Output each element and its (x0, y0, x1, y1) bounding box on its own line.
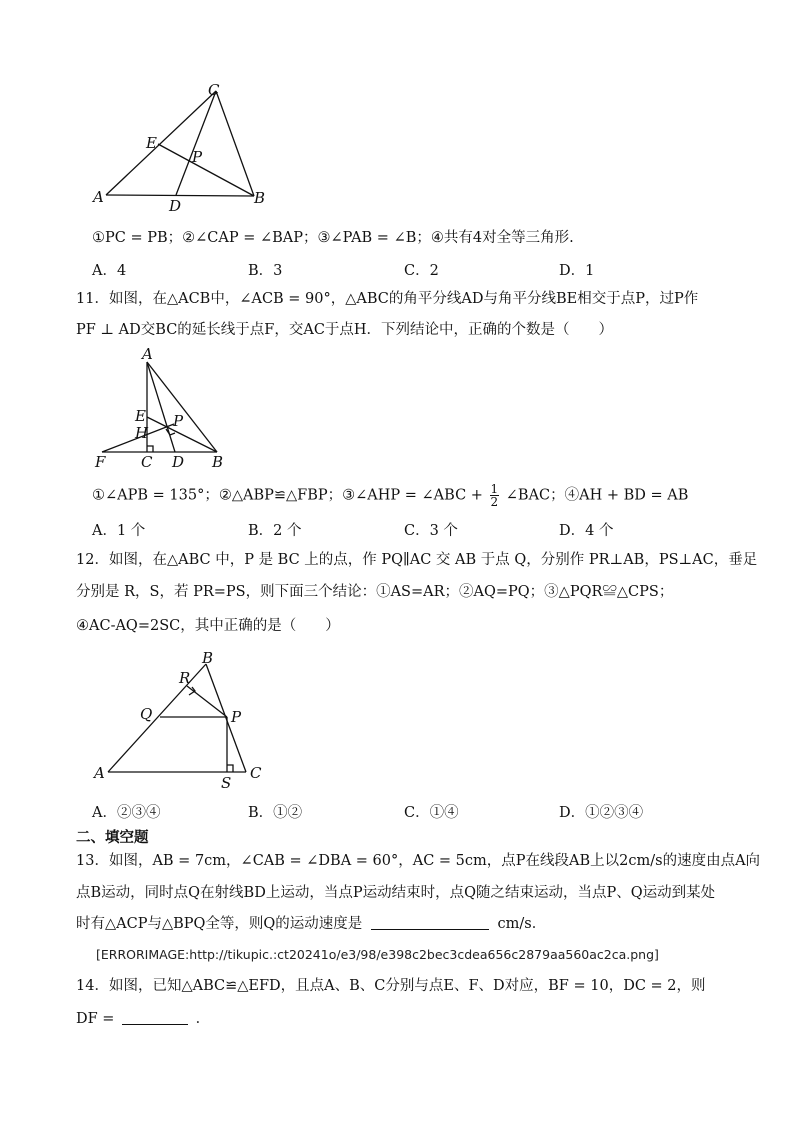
q12-option-b: B．①② (248, 805, 303, 821)
label-E: E (135, 407, 146, 425)
q13-line3-a: 时有△ACP与△BPQ全等，则Q的运动速度是 (76, 916, 363, 932)
fraction-denominator: 2 (490, 495, 499, 509)
q12-line1: 12．如图，在△ABC 中，P 是 BC 上的点，作 PQ∥AC 交 AB 于点 Q，分别作 PR⊥AB，PS⊥AC，垂足 (76, 552, 758, 568)
q14-line1: 14．如图，已知△ABC≌△EFD，且点A、B、C分别与点E、F、D对应，BF = 10，DC = 2，则 (76, 978, 706, 994)
q11-line2: PF ⊥ AD交BC的延长线于点F，交AC于点H．下列结论中，正确的个数是（ ） (76, 322, 614, 338)
q13-line1: 13．如图，AB = 7cm，∠CAB = ∠DBA = 60°，AC = 5cm，点P在线段AB上以2cm/s的速度由点A向 (76, 853, 761, 869)
figure-q10 (88, 78, 278, 218)
label-F: F (95, 453, 106, 471)
label-H: H (135, 424, 149, 442)
q13-answer-blank[interactable] (371, 915, 489, 930)
q10-statements: ①PC = PB；②∠CAP = ∠BAP；③∠PAB = ∠B；④共有4对全等三角形. (92, 230, 574, 246)
label-C: C (141, 453, 153, 471)
q10-option-a: A．4 (92, 263, 127, 279)
q10-option-d: D．1 (559, 263, 595, 279)
figure-q11 (90, 344, 240, 472)
fraction-one-half (490, 483, 500, 508)
q13-line3-b: cm/s． (497, 916, 547, 932)
q10-option-b: B．3 (248, 263, 283, 279)
label-P: P (173, 412, 184, 430)
label-Q: Q (140, 705, 153, 723)
q12-option-a: A．②③④ (92, 805, 161, 821)
q14-line2-a: DF = (76, 1011, 115, 1027)
label-B: B (212, 453, 224, 471)
error-image-placeholder: [ERRORIMAGE:http://tikupic.:ct20241o/e3/98/e398c2bec3cdea656c2879aa560ac2ca.png] (96, 947, 659, 962)
q11-statements-a: ①∠APB = 135°；②△ABP≌△FBP；③∠AHP = ∠ABC + (92, 487, 483, 504)
q11-line1: 11．如图，在△ACB中，∠ACB = 90°，△ABC的角平分线AD与角平分线BE相交于点P，过P作 (76, 291, 699, 307)
q13-line3 (76, 915, 546, 933)
label-P: P (231, 708, 242, 726)
figure-q12 (90, 646, 280, 792)
q12-line3: ④AC-AQ=2SC，其中正确的是（ ） (76, 618, 340, 634)
label-D: D (169, 197, 182, 215)
q12-option-d: D．①②③④ (559, 805, 644, 821)
q11-statements-b: ∠BAC；④AH + BD = AB (505, 487, 689, 504)
label-D: D (172, 453, 185, 471)
label-A: A (93, 188, 104, 206)
q14-line2 (76, 1010, 210, 1028)
label-A: A (94, 764, 105, 782)
q11-option-a: A．1 个 (92, 523, 146, 539)
section-title: 二、填空题 (76, 830, 149, 846)
q11-option-b: B．2 个 (248, 523, 302, 539)
label-B: B (254, 189, 266, 207)
q14-answer-blank[interactable] (122, 1010, 188, 1025)
label-R: R (179, 669, 191, 687)
q14-line2-b: ． (195, 1011, 211, 1027)
q11-option-c: C．3 个 (404, 523, 458, 539)
label-C: C (208, 81, 220, 99)
label-E: E (146, 134, 157, 152)
q12-line2: 分别是 R，S，若 PR=PS，则下面三个结论：①AS=AR；②AQ=PQ；③△PQR≌△CPS； (76, 584, 674, 600)
q10-option-c: C．2 (404, 263, 439, 279)
q12-option-c: C．①④ (404, 805, 459, 821)
label-S: S (221, 774, 232, 792)
q11-option-d: D．4 个 (559, 523, 614, 539)
label-B: B (202, 649, 214, 667)
label-C: C (250, 764, 262, 782)
q11-statements (92, 483, 688, 508)
label-P: P (192, 148, 203, 166)
q13-line2: 点B运动，同时点Q在射线BD上运动，当点P运动结束时，点Q随之结束运动，当点P、Q运动到某处 (76, 885, 716, 901)
fraction-numerator: 1 (490, 482, 499, 496)
label-A: A (142, 345, 153, 363)
